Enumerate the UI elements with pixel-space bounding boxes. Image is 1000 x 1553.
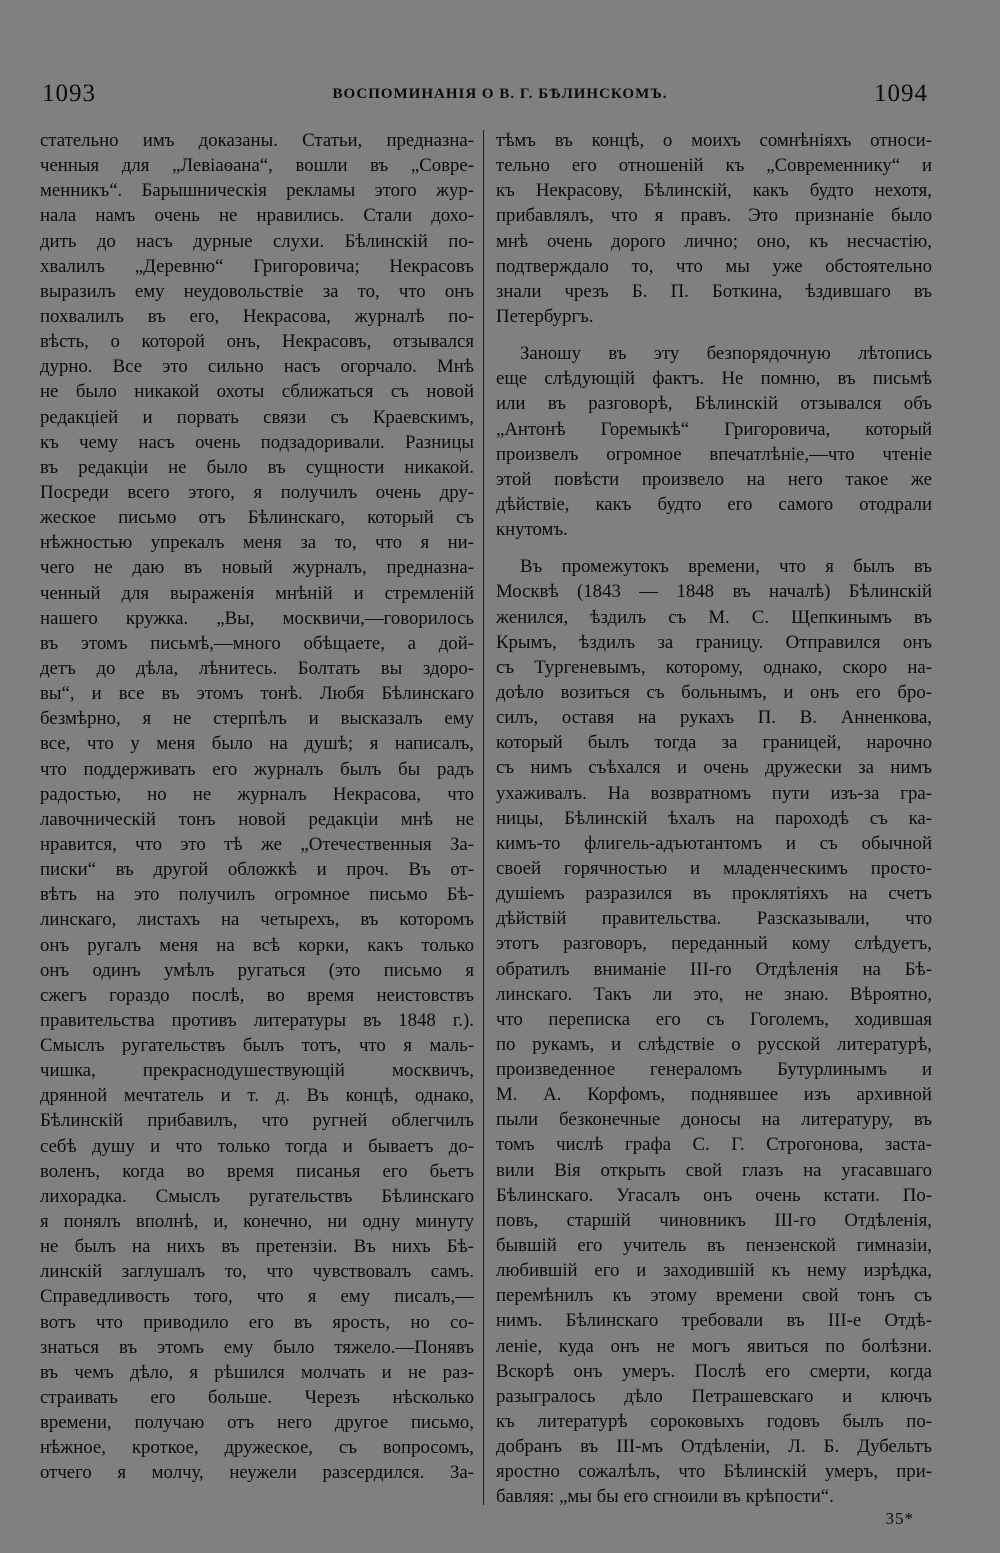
text-line: Петербургъ.: [496, 305, 594, 327]
text-line: я понялъ вполнѣ, и, конечно, ни одну минуту: [40, 1211, 474, 1233]
text-line: въ редакціи не было въ сущности никакой.: [40, 456, 474, 478]
text-line: тельно его отношеній къ „Современнику“ и: [496, 155, 932, 177]
text-line: детъ до дѣла, лѣнитесь. Болтать вы здоро-: [40, 657, 474, 679]
text-line: яростно сожалѣлъ, что Бѣлинскій умеръ, при-: [496, 1461, 932, 1483]
page-number-right: 1094: [874, 80, 928, 107]
text-line: не былъ на нихъ въ претензіи. Въ нихъ Бѣ-: [40, 1236, 474, 1258]
text-line: нимъ. Бѣлинскаго требовали въ III-е Отдѣ-: [496, 1310, 932, 1332]
text-line: вотъ что приводило его въ ярость, но со-: [40, 1311, 474, 1333]
text-line: обратилъ вниманіе III-го Отдѣленія на Бѣ-: [496, 958, 932, 980]
text-line: вѣтъ на это получилъ огромное письмо Бѣ-: [40, 884, 474, 906]
text-line: кнутомъ.: [496, 519, 568, 541]
text-line: сжегъ гораздо послѣ, во время неистовствъ: [40, 984, 474, 1006]
text-line: себѣ душу и что только тогда и бываетъ до-: [40, 1135, 474, 1157]
text-line: вы“, и все въ этомъ тонѣ. Любя Бѣлинскаго: [40, 683, 474, 705]
running-title: ВОСПОМИНАНІЯ О В. Г. БѢЛИНСКОМЪ.: [332, 86, 668, 102]
text-line: менникъ“. Барышническія рекламы этого жур-: [40, 180, 474, 202]
text-line: по рукамъ, и слѣдствіе о русской литературѣ,: [496, 1033, 932, 1055]
text-line: Москвѣ (1843 — 1848 въ началѣ) Бѣлинскій: [496, 581, 932, 603]
text-line: къ Некрасову, Бѣлинскій, какъ будто нехотя,: [496, 180, 932, 202]
text-line: Справедливость того, что я ему писалъ,—: [40, 1286, 474, 1308]
text-line: вили Вія открыть свой глазъ на угасавшаго: [496, 1159, 932, 1181]
text-line: повъ, старшій чиновникъ III-го Отдѣленія,: [496, 1209, 932, 1231]
text-line: мнѣ очень дорого лично; оно, къ несчастію,: [496, 230, 932, 252]
right-column: [496, 128, 932, 1510]
text-line: выразилъ ему неудовольствіе за то, что онъ: [40, 280, 474, 302]
text-line: времени, получаю отъ него другое письмо,: [40, 1412, 474, 1434]
text-line: знаться въ этомъ ему было тяжело.—Понявъ: [40, 1336, 474, 1358]
text-line: дѣйствіе, какъ будто его самого отодрали: [496, 493, 932, 515]
text-line: дрянной мечтатель и т. д. Въ концѣ, однако,: [40, 1085, 474, 1107]
paragraph-gap: [496, 329, 932, 341]
text-line: лавочническій тонъ новой редакціи мнѣ не: [40, 808, 474, 830]
text-line: силъ, оставя на рукахъ П. В. Анненкова,: [496, 707, 932, 729]
text-line: нѣжностью упрекалъ меня за то, что я ни-: [40, 532, 474, 554]
text-line: доѣло возиться съ больнымъ, и онъ его бро-: [496, 681, 932, 703]
text-line: нашего кружка. „Вы, москвичи,—говорилось: [40, 607, 474, 629]
text-line: Посреди всего этого, я получилъ очень дру-: [40, 481, 474, 503]
text-line: дить до насъ дурные слухи. Бѣлинскій по-: [40, 230, 474, 252]
text-line: добранъ въ III-мъ Отдѣленіи, Л. Б. Дубельтъ: [496, 1436, 932, 1458]
text-line: въ этомъ письмѣ,—много обѣщаете, а дой-: [40, 632, 474, 654]
text-line: чишка, прекраснодушествующій москвичъ,: [40, 1060, 474, 1082]
text-line: произведенное генераломъ Бутурлинымъ и: [496, 1059, 932, 1081]
text-line: кимъ-то флигель-адъютантомъ и съ обычной: [496, 832, 932, 854]
text-line: Вскорѣ онъ умеръ. Послѣ его смерти, когда: [496, 1360, 932, 1382]
text-line: любившій его и заходившій къ нему изрѣдка,: [496, 1260, 932, 1282]
text-line: нала намъ очень не нравились. Стали дохо-: [40, 205, 474, 227]
text-line: пыли безконечные доносы на литературу, въ: [496, 1109, 932, 1131]
text-line: хвалилъ „Деревню“ Григоровича; Некрасовъ: [40, 255, 474, 277]
text-line: прибавлялъ, что я правъ. Это признаніе было: [496, 205, 932, 227]
column-divider: [483, 130, 484, 1505]
text-line: тѣмъ въ концѣ, о моихъ сомнѣніяхъ относи-: [496, 130, 932, 151]
text-line: воленъ, когда во время писанья его бьетъ: [40, 1160, 474, 1182]
text-line: разыгралось дѣло Петрашевскаго и ключъ: [496, 1385, 932, 1407]
text-line: онъ одинъ умѣлъ ругаться (это письмо я: [40, 959, 474, 981]
text-line: дурно. Все это сильно насъ огорчало. Мнѣ: [40, 356, 474, 378]
text-line: чего не даю въ новый журналъ, предназна-: [40, 557, 474, 579]
text-line: произвелъ огромное впечатлѣніе,—что чтеніе: [496, 443, 932, 465]
text-line: съ нимъ съѣхался и очень дружески за нимъ: [496, 757, 932, 779]
text-line: бывшій его учитель въ пензенской гимназіи,: [496, 1235, 932, 1257]
text-line: ницы, Бѣлинскій ѣхалъ на пароходѣ съ ка-: [496, 807, 932, 829]
text-line: страивать его больше. Черезъ нѣсколько: [40, 1387, 474, 1409]
text-line: линскій заглушалъ то, что чувствовалъ самъ.: [40, 1261, 474, 1283]
text-line: онъ ругалъ меня на всѣ корки, какъ только: [40, 934, 474, 956]
page-number-left: 1093: [42, 80, 96, 107]
text-line: нравится, что это тѣ же „Отечественныя За-: [40, 833, 474, 855]
text-line: ченныя для „Левіаѳана“, вошли въ „Совре-: [40, 155, 474, 177]
text-line: писки“ въ другой обложкѣ и проч. Въ от-: [40, 859, 474, 881]
text-line: Бѣлинскій прибавилъ, что ругней облегчилъ: [40, 1110, 474, 1132]
text-line: жеское письмо отъ Бѣлинскаго, который съ: [40, 507, 474, 529]
text-line: нѣжное, кроткое, дружеское, съ вопросомъ,: [40, 1437, 474, 1459]
text-line: Смыслъ ругательствъ былъ тотъ, что я маль-: [40, 1035, 474, 1057]
text-line: Крымъ, ѣздилъ за границу. Отправился онъ: [496, 631, 932, 653]
text-line: что поддерживать его журналъ былъ бы радъ: [40, 758, 474, 780]
text-line: похвалилъ въ его, Некрасова, журналѣ по-: [40, 305, 474, 327]
signature-mark: 35*: [885, 1509, 914, 1528]
text-line: линскаго, листахъ на четырехъ, въ которомъ: [40, 909, 474, 931]
text-line: своей горячностью и младенческимъ просто-: [496, 857, 932, 879]
text-line: ченный для выраженія мнѣній и стремленій: [40, 582, 474, 604]
text-line: подтверждало то, что мы уже обстоятельно: [496, 255, 932, 277]
text-line: или въ разговорѣ, Бѣлинскій отзывался объ: [496, 393, 932, 415]
text-line: М. А. Корфомъ, поднявшее изъ архивной: [496, 1084, 932, 1106]
text-line: стательно имъ доказаны. Статьи, предназна-: [40, 130, 474, 151]
text-line: еще слѣдующій фактъ. Не помню, въ письмѣ: [496, 368, 932, 390]
text-line: въ чемъ дѣло, я рѣшился молчать и не раз-: [40, 1361, 474, 1383]
text-line: съ Тургеневымъ, которому, однако, скоро на-: [496, 656, 932, 678]
text-line: бавляя: „мы бы его сгноили въ крѣпости“.: [496, 1486, 834, 1508]
text-line: правительства противъ литературы въ 1848 г.).: [40, 1009, 474, 1031]
text-line: этой повѣсти произвело на него такое же: [496, 468, 932, 490]
text-line: душіемъ разразился въ проклятіяхъ на счетъ: [496, 883, 932, 905]
text-line: редакціей и порвать связи съ Краевскимъ,: [40, 406, 474, 428]
text-line: Бѣлинскаго. Угасалъ онъ очень кстати. По-: [496, 1184, 932, 1206]
text-line: перемѣнилъ къ этому времени свой тонъ съ: [496, 1285, 932, 1307]
text-line: къ чему насъ очень подзадоривали. Разницы: [40, 431, 474, 453]
text-line: отчего я молчу, неужели разсердился. За-: [40, 1462, 474, 1484]
text-line: Заношу въ эту безпорядочную лѣтопись: [520, 343, 932, 365]
text-line: къ литературѣ сороковыхъ годовъ былъ по-: [496, 1411, 932, 1433]
text-line: этотъ разговоръ, переданный кому слѣдуетъ,: [496, 933, 932, 955]
text-line: знали чрезъ Б. П. Боткина, ѣздившаго въ: [496, 280, 932, 302]
paragraph-gap: [496, 542, 932, 554]
text-line: дѣйствій правительства. Разсказывали, что: [496, 908, 932, 930]
text-line: лихорадка. Смыслъ ругательствъ Бѣлинскаго: [40, 1185, 474, 1207]
left-column: [40, 128, 474, 1486]
text-line: женился, ѣздилъ съ М. С. Щепкинымъ въ: [496, 606, 932, 628]
text-line: линскаго. Такъ ли это, не знаю. Вѣроятно,: [496, 983, 932, 1005]
text-line: безмѣрно, я не стерпѣлъ и высказалъ ему: [40, 708, 474, 730]
text-line: томъ числѣ графа С. Г. Строгонова, заста-: [496, 1134, 932, 1156]
text-line: который былъ тогда за границей, нарочно: [496, 732, 932, 754]
text-line: Въ промежутокъ времени, что я былъ въ: [520, 556, 932, 578]
text-line: все, что у меня было на душѣ; я написалъ,: [40, 733, 474, 755]
text-line: вѣсть, о которой онъ, Некрасовъ, отзывался: [40, 331, 474, 353]
text-line: что переписка его съ Гоголемъ, ходившая: [496, 1008, 932, 1030]
text-line: радостью, но не журналъ Некрасова, что: [40, 783, 474, 805]
page-header: [0, 0, 1000, 120]
text-line: не было никакой охоты сближаться съ новой: [40, 381, 474, 403]
text-line: леніе, куда онъ не могъ явиться по болѣзни.: [496, 1335, 932, 1357]
text-line: ухаживалъ. На возвратномъ пути изъ-за гра-: [496, 782, 932, 804]
text-line: „Антонѣ Горемыкѣ“ Григоровича, который: [496, 418, 932, 440]
